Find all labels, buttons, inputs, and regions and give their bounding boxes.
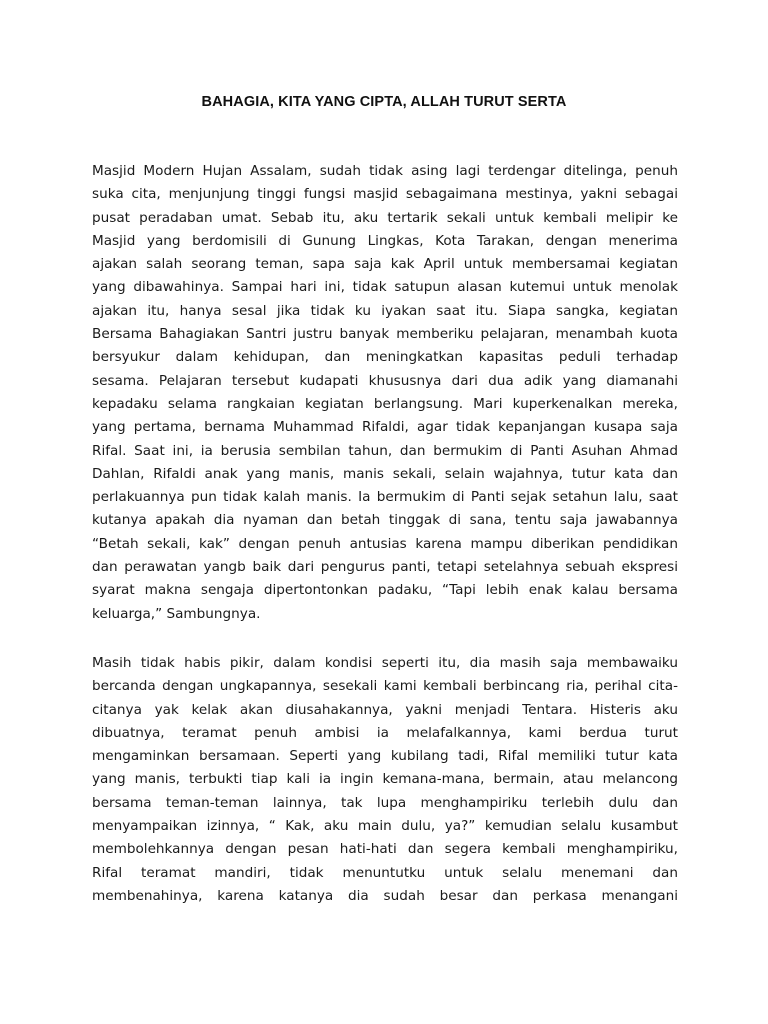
paragraph-2 xyxy=(92,652,678,908)
text-line: ajakan salah seorang teman, sapa saja kak April untuk membersamai kegiatan xyxy=(92,256,678,273)
text-line: Masih tidak habis pikir, dalam kondisi seperti itu, dia masih saja membawaiku xyxy=(92,655,678,671)
text-line: bersyukur dalam kehidupan, dan meningkatkan kapasitas peduli terhadap xyxy=(92,349,678,366)
text-line: Rifal teramat mandiri, tidak menuntutku untuk selalu menemani dan xyxy=(92,864,678,881)
text-line: ajakan itu, hanya sesal jika tidak ku iyakan saat itu. Siapa sangka, kegiatan xyxy=(92,302,678,319)
text-line: menyampaikan izinnya, “ Kak, aku main dulu, ya?” kemudian selalu kusambut xyxy=(92,818,678,835)
text-line: suka cita, menjunjung tinggi fungsi masjid sebagaimana mestinya, yakni sebagai xyxy=(92,186,678,203)
text-line: bersama teman-teman lainnya, tak lupa menghampiriku terlebih dulu dan xyxy=(92,794,678,811)
text-line: membenahinya, karena katanya dia sudah besar dan perkasa menangani xyxy=(92,887,678,904)
text-line: yang manis, terbukti tiap kali ia ingin kemana-mana, bermain, atau melancong xyxy=(92,771,678,788)
document-title: BAHAGIA, KITA YANG CIPTA, ALLAH TURUT SERTA xyxy=(201,94,567,110)
text-line: kutanya apakah dia nyaman dan betah tinggak di sana, tentu saja jawabannya xyxy=(92,512,678,529)
text-line: keluarga,” Sambungnya. xyxy=(92,605,261,622)
text-line: dibuatnya, teramat penuh ambisi ia melafalkannya, kami berdua turut xyxy=(92,724,678,741)
text-line: Bersama Bahagiakan Santri justru banyak memberiku pelajaran, menambah kuota xyxy=(92,326,678,343)
text-line: dan perawatan yangb baik dari pengurus panti, tetapi setelahnya sebuah ekspresi xyxy=(92,559,678,576)
text-line: mengaminkan bersamaan. Seperti yang kubilang tadi, Rifal memiliki tutur kata xyxy=(92,748,678,765)
text-line: yang pertama, bernama Muhammad Rifaldi, agar tidak kepanjangan kusapa saja xyxy=(92,419,678,436)
text-line: Masjid Modern Hujan Assalam, sudah tidak asing lagi terdengar ditelinga, penuh xyxy=(92,163,678,179)
text-line: Masjid yang berdomisili di Gunung Lingkas, Kota Tarakan, dengan menerima xyxy=(92,232,678,249)
text-line: “Betah sekali, kak” dengan penuh antusias karena mampu diberikan pendidikan xyxy=(92,535,678,552)
text-line: citanya yak kelak akan diusahakannya, yakni menjadi Tentara. Histeris aku xyxy=(92,701,678,718)
text-line: bercanda dengan ungkapannya, sesekali kami kembali berbincang ria, perihal cita- xyxy=(92,678,678,695)
text-line: Dahlan, Rifaldi anak yang manis, manis sekali, selain wajahnya, tutur kata dan xyxy=(92,465,678,482)
paragraph-1 xyxy=(92,160,678,626)
text-line: perlakuannya pun tidak kalah manis. Ia bermukim di Panti sejak setahun lalu, saat xyxy=(92,489,678,506)
text-line: membolehkannya dengan pesan hati-hati dan segera kembali menghampiriku, xyxy=(92,841,678,858)
text-line: pusat peradaban umat. Sebab itu, aku tertarik sekali untuk kembali melipir ke xyxy=(92,209,678,226)
text-line: Rifal. Saat ini, ia berusia sembilan tahun, dan bermukim di Panti Asuhan Ahmad xyxy=(92,442,678,459)
text-line: yang dibawahinya. Sampai hari ini, tidak satupun alasan kutemui untuk menolak xyxy=(92,279,678,296)
text-line: sesama. Pelajaran tersebut kudapati khususnya dari dua adik yang diamanahi xyxy=(92,372,678,389)
text-line: syarat makna sengaja dipertontonkan padaku, “Tapi lebih enak kalau bersama xyxy=(92,582,678,599)
text-line: kepadaku selama rangkaian kegiatan berlangsung. Mari kuperkenalkan mereka, xyxy=(92,395,678,412)
